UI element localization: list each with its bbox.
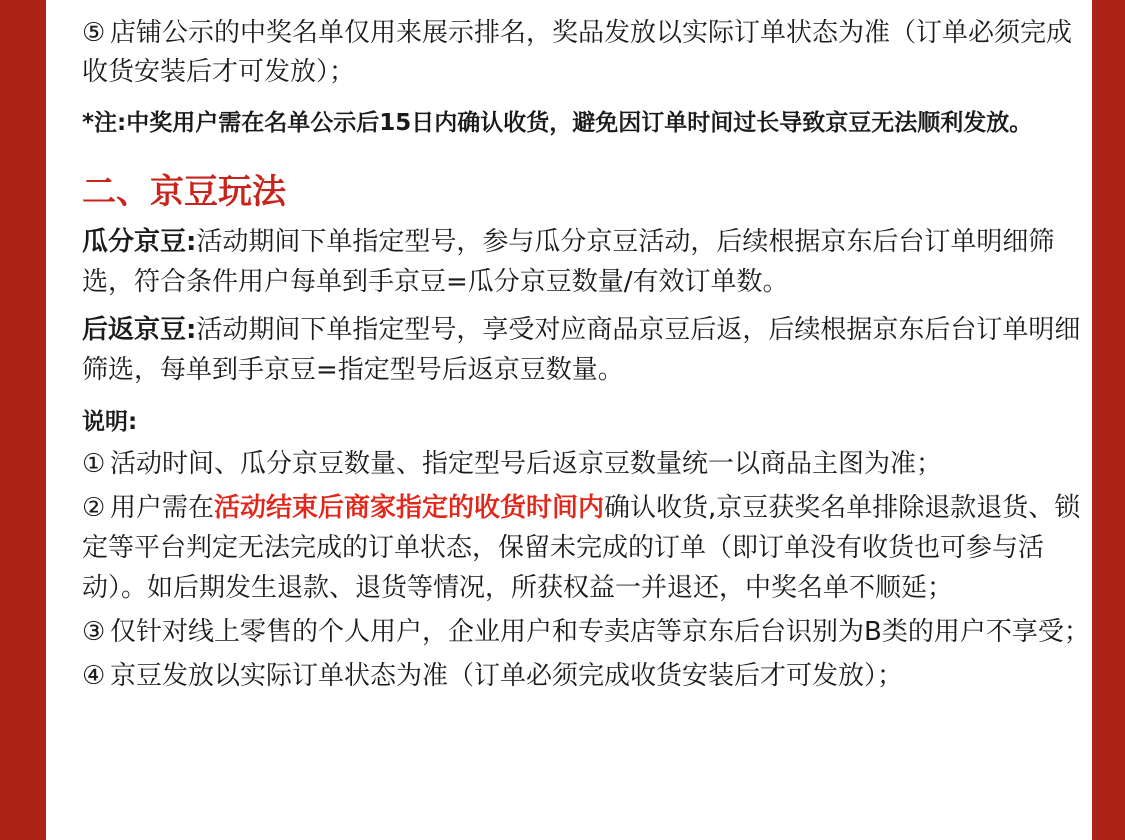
rules-panel (46, 0, 1092, 840)
houfan-paragraph (82, 310, 1092, 390)
circled-number: ⑤ (82, 18, 106, 48)
section-heading: 二、京豆玩法 (82, 172, 286, 212)
houfan-text: 活动期间下单指定型号，享受对应商品京豆后返，后续根据京东后台订单明细筛选，每单到手京豆=指定型号后返京豆数量。 (82, 315, 1081, 385)
item-text: 活动时间、瓜分京豆数量、指定型号后返京豆数量统一以商品主图为准； (110, 449, 943, 479)
explanation-item-4 (82, 656, 1092, 696)
guafen-text: 活动期间下单指定型号，参与瓜分京豆活动，后续根据京东后台订单明细筛选，符合条件用户每单到手京豆=瓜分京豆数量/有效订单数。 (82, 227, 1055, 297)
item-text: 京豆发放以实际订单状态为准（订单必须完成收货安装后才可发放）； (110, 661, 904, 691)
circled-number: ④ (82, 661, 106, 691)
explanation-item-1 (82, 444, 1092, 484)
item-text-after: 确认收货,京豆获奖名单排除退款退货、锁定等平台判定无法完成的订单状态，保留未完成的订单（即订单没有收货也可参与活动）。如后期发生退款、退货等情况，所获权益一并退还，中奖名单不顺延； (82, 493, 1081, 603)
guafen-paragraph (82, 222, 1092, 302)
item-text: 仅针对线上零售的个人用户，企业用户和专卖店等京东后台识别为B类的用户不享受； (110, 617, 1090, 647)
explanation-item-3 (82, 612, 1092, 652)
explanation-label: 说明: (82, 409, 138, 435)
rule-item-5 (82, 14, 1092, 92)
explanation-item-2 (82, 488, 1092, 608)
guafen-term: 瓜分京豆: (82, 227, 197, 257)
houfan-term: 后返京豆: (82, 315, 197, 345)
circled-number: ② (82, 493, 106, 523)
note-text: *注:中奖用户需在名单公示后15日内确认收货，避免因订单时间过长导致京豆无法顺利发放。 (82, 110, 1033, 136)
circled-number: ③ (82, 617, 106, 647)
circled-number: ① (82, 449, 106, 479)
item-text-before: 用户需在 (110, 493, 215, 523)
rule-text: 店铺公示的中奖名单仅用来展示排名，奖品发放以实际订单状态为准（订单必须完成收货安装后才可发放）； (82, 18, 1073, 87)
highlight-text: 活动结束后商家指定的收货时间内 (214, 493, 605, 523)
